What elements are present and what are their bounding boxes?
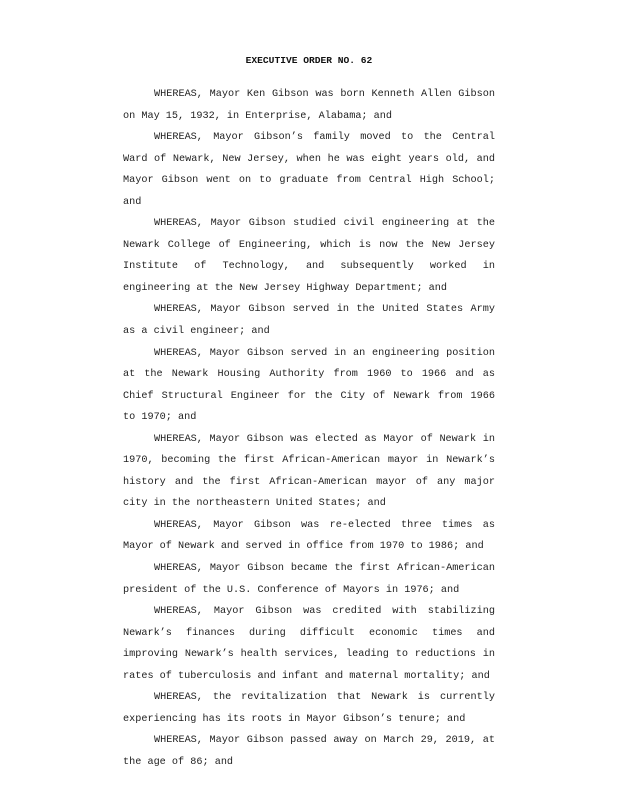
- paragraph-finances-health: WHEREAS, Mayor Gibson was credited with stabilizing Newark’s finances during difficult economic times and improving Newark’s health services, leading to reductions in rates of tuberculosis and infant and maternal mortality; and: [123, 606, 495, 682]
- paragraph-housing-authority: WHEREAS, Mayor Gibson served in an engineering position at the Newark Housing Authority from 1960 to 1966 and as Chief Structural Engineer for the City of Newark from 1966 to 1970; and: [123, 347, 495, 424]
- paragraph-elected-mayor: WHEREAS, Mayor Gibson was elected as Mayor of Newark in 1970, becoming the first African-American mayor in Newark’s history and the first African-American mayor of any major city in the northeastern United States; and: [123, 433, 495, 510]
- paragraph-education: WHEREAS, Mayor Gibson studied civil engineering at the Newark College of Engineering, which is now the New Jersey Institute of Technology, and subsequently worked in engineering at the New Jersey Highway Department; and: [123, 218, 495, 294]
- paragraph-revitalization: WHEREAS, the revitalization that Newark is currently experiencing has its roots in Mayor Gibson’s tenure; and: [123, 692, 495, 725]
- paragraph-army-service: WHEREAS, Mayor Gibson served in the United States Army as a civil engineer; and: [123, 304, 495, 338]
- document-body: [123, 84, 495, 774]
- paragraph-conference-of-mayors: WHEREAS, Mayor Gibson became the first African-American president of the U.S. Conference of Mayors in 1976; and: [123, 563, 495, 596]
- document-title: EXECUTIVE ORDER NO. 62: [245, 55, 373, 66]
- paragraph-passed-away: WHEREAS, Mayor Gibson passed away on March 29, 2019, at the age of 86; and: [123, 735, 495, 768]
- paragraph-family-move: WHEREAS, Mayor Gibson’s family moved to the Central Ward of Newark, New Jersey, when he was eight years old, and Mayor Gibson went on to graduate from Central High School; and: [123, 132, 495, 208]
- paragraph-re-elected: WHEREAS, Mayor Gibson was re-elected three times as Mayor of Newark and served in office from 1970 to 1986; and: [123, 519, 495, 553]
- paragraph-birth: WHEREAS, Mayor Ken Gibson was born Kenneth Allen Gibson on May 15, 1932, in Enterprise, Alabama; and: [123, 89, 495, 122]
